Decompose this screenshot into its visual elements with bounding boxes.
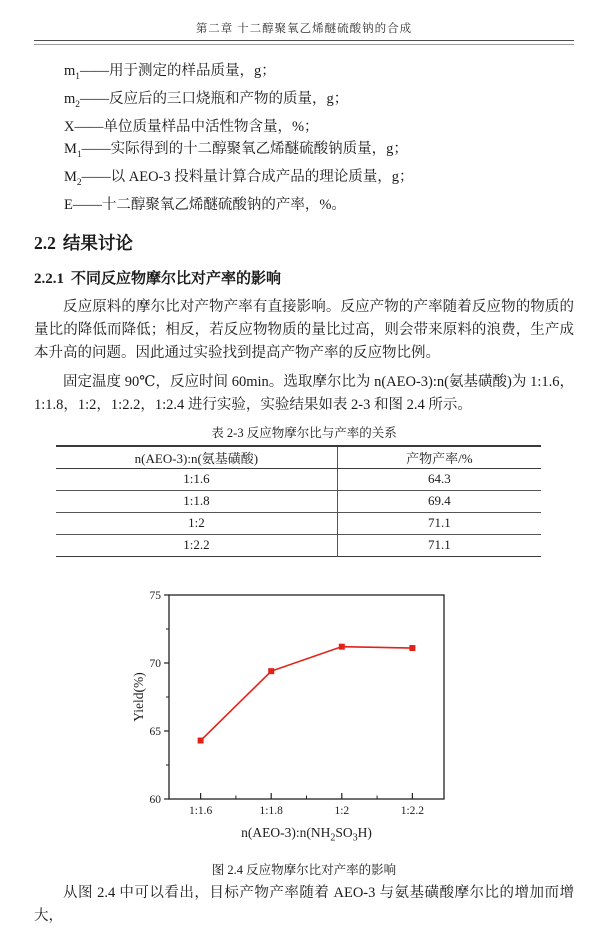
table-cell: 71.1	[428, 537, 451, 553]
definition-symbol: E	[64, 196, 73, 213]
table-header-cell: n(AEO-3):n(氨基磺酸)	[56, 446, 337, 469]
definition-symbol: $M_2$	[64, 168, 82, 188]
y-tick-label: 70	[149, 657, 161, 670]
header-divider	[34, 40, 574, 45]
y-tick-label: 65	[149, 725, 161, 738]
x-axis-label-part: n(AEO-3):n(NH	[241, 824, 331, 840]
definition-symbol-subscript: 1	[76, 149, 82, 160]
y-axis-label: Yield(%)	[131, 671, 146, 722]
paragraph-2: 固定温度 90℃，反应时间 60min。选取摩尔比为 n(AEO-3):n(氨基磺酸)为 1:1.6，1:1.8，1:2，1:2.2，1:2.4 进行实验，实验结果如表 2-3 和图 2.4 所示。	[34, 373, 574, 413]
definition-line	[64, 116, 574, 138]
running-header	[34, 20, 574, 45]
yield-line-chart	[131, 587, 447, 845]
data-point-marker	[198, 737, 204, 743]
x-tick-label: 1:1.6	[188, 804, 213, 817]
definition-text: ——单位质量样品中活性物含量，%；	[74, 118, 319, 135]
table-cell: 1:1.6	[56, 468, 337, 490]
table-caption: 表 2-3 反应物摩尔比与产率的关系	[211, 425, 397, 440]
definition-symbol-subscript: 2	[75, 99, 80, 110]
x-tick-label: 1:2.2	[400, 804, 425, 817]
data-point-marker	[339, 643, 345, 649]
definition-symbol: $m_2$	[64, 90, 80, 110]
definition-symbol: X	[64, 118, 75, 135]
definition-symbol-subscript: 1	[75, 71, 80, 82]
subsection-title: 不同反应物摩尔比对产率的影响	[71, 269, 282, 287]
subsection-number: 2.2.1	[34, 270, 64, 287]
y-tick-label: 60	[149, 793, 161, 806]
definition-symbol: $m_1$	[64, 63, 80, 82]
x-tick-label: 1:2	[334, 804, 350, 817]
subsection-heading	[34, 268, 574, 290]
section-heading	[34, 231, 574, 255]
x-axis-label-part: H)	[357, 824, 372, 840]
definition-line	[64, 138, 574, 166]
x-axis-label	[241, 825, 372, 844]
x-axis-label-part: 3	[352, 832, 358, 844]
data-point-marker	[409, 645, 415, 651]
figure-caption: 图 2.4 反应物摩尔比对产率的影响	[211, 862, 397, 877]
definition-text: ——实际得到的十二醇聚氧乙烯醚硫酸钠质量，g；	[81, 140, 408, 157]
definition-line	[64, 194, 574, 216]
table-cell: 71.1	[337, 512, 541, 534]
table-header-cell: 产物产率/%	[337, 446, 541, 469]
paragraph-3: 从图 2.4 中可以看出，目标产物产率随着 AEO-3 与氨基磺酸摩尔比的增加而增大，	[34, 884, 574, 924]
table-cell: 64.3	[337, 468, 541, 490]
table-cell: 1:1.8	[56, 490, 337, 512]
definition-text: ——十二醇聚氧乙烯醚硫酸钠的产率，%。	[72, 196, 346, 213]
table-header-row	[56, 446, 541, 469]
x-tick-label: 1:1.8	[259, 804, 283, 817]
section-number: 2.2	[34, 232, 56, 253]
definition-line	[64, 88, 574, 116]
molar-ratio-yield-table	[56, 445, 541, 557]
x-axis-label-part: 2	[330, 832, 336, 844]
data-point-marker	[268, 668, 274, 674]
definition-symbol: $M_1$	[64, 140, 82, 160]
definition-text: ——以 AEO-3 投料量计算合成产品的理论质量，g；	[81, 168, 414, 185]
section-title: 结果讨论	[62, 232, 133, 253]
definition-line	[64, 166, 574, 194]
chapter-header-text: 第二章 十二醇聚氧乙烯醚硫酸钠的合成	[195, 23, 413, 35]
plot-frame	[169, 595, 444, 799]
definition-symbol-subscript: 2	[76, 177, 82, 188]
y-tick-label: 75	[149, 589, 161, 602]
figure-chart	[131, 587, 447, 850]
paragraph-1: 反应原料的摩尔比对产物产率有直接影响。反应产物的产率随着反应物的物质的量比的降低而降低；相反，若反应物物质的量比过高，则会带来原料的浪费，生产成本升高的问题。因此通过实验找到提高产物产率的反应物比例。	[34, 298, 574, 361]
yield-series-line	[201, 646, 413, 740]
definition-text: ——反应后的三口烧瓶和产物的质量，g；	[79, 90, 349, 107]
table-row	[56, 490, 541, 512]
definition-text: ——用于测定的样品质量，g；	[79, 63, 276, 79]
table-cell: 1:2	[56, 512, 337, 534]
table-row	[56, 512, 541, 534]
variable-definitions-list	[64, 60, 574, 216]
table-row	[56, 534, 541, 556]
definition-line	[64, 60, 574, 88]
table-cell: 1:2.2	[56, 534, 337, 556]
table-row	[56, 468, 541, 490]
x-axis-label-part: SO	[335, 824, 353, 840]
table-cell: 69.4	[337, 490, 541, 512]
